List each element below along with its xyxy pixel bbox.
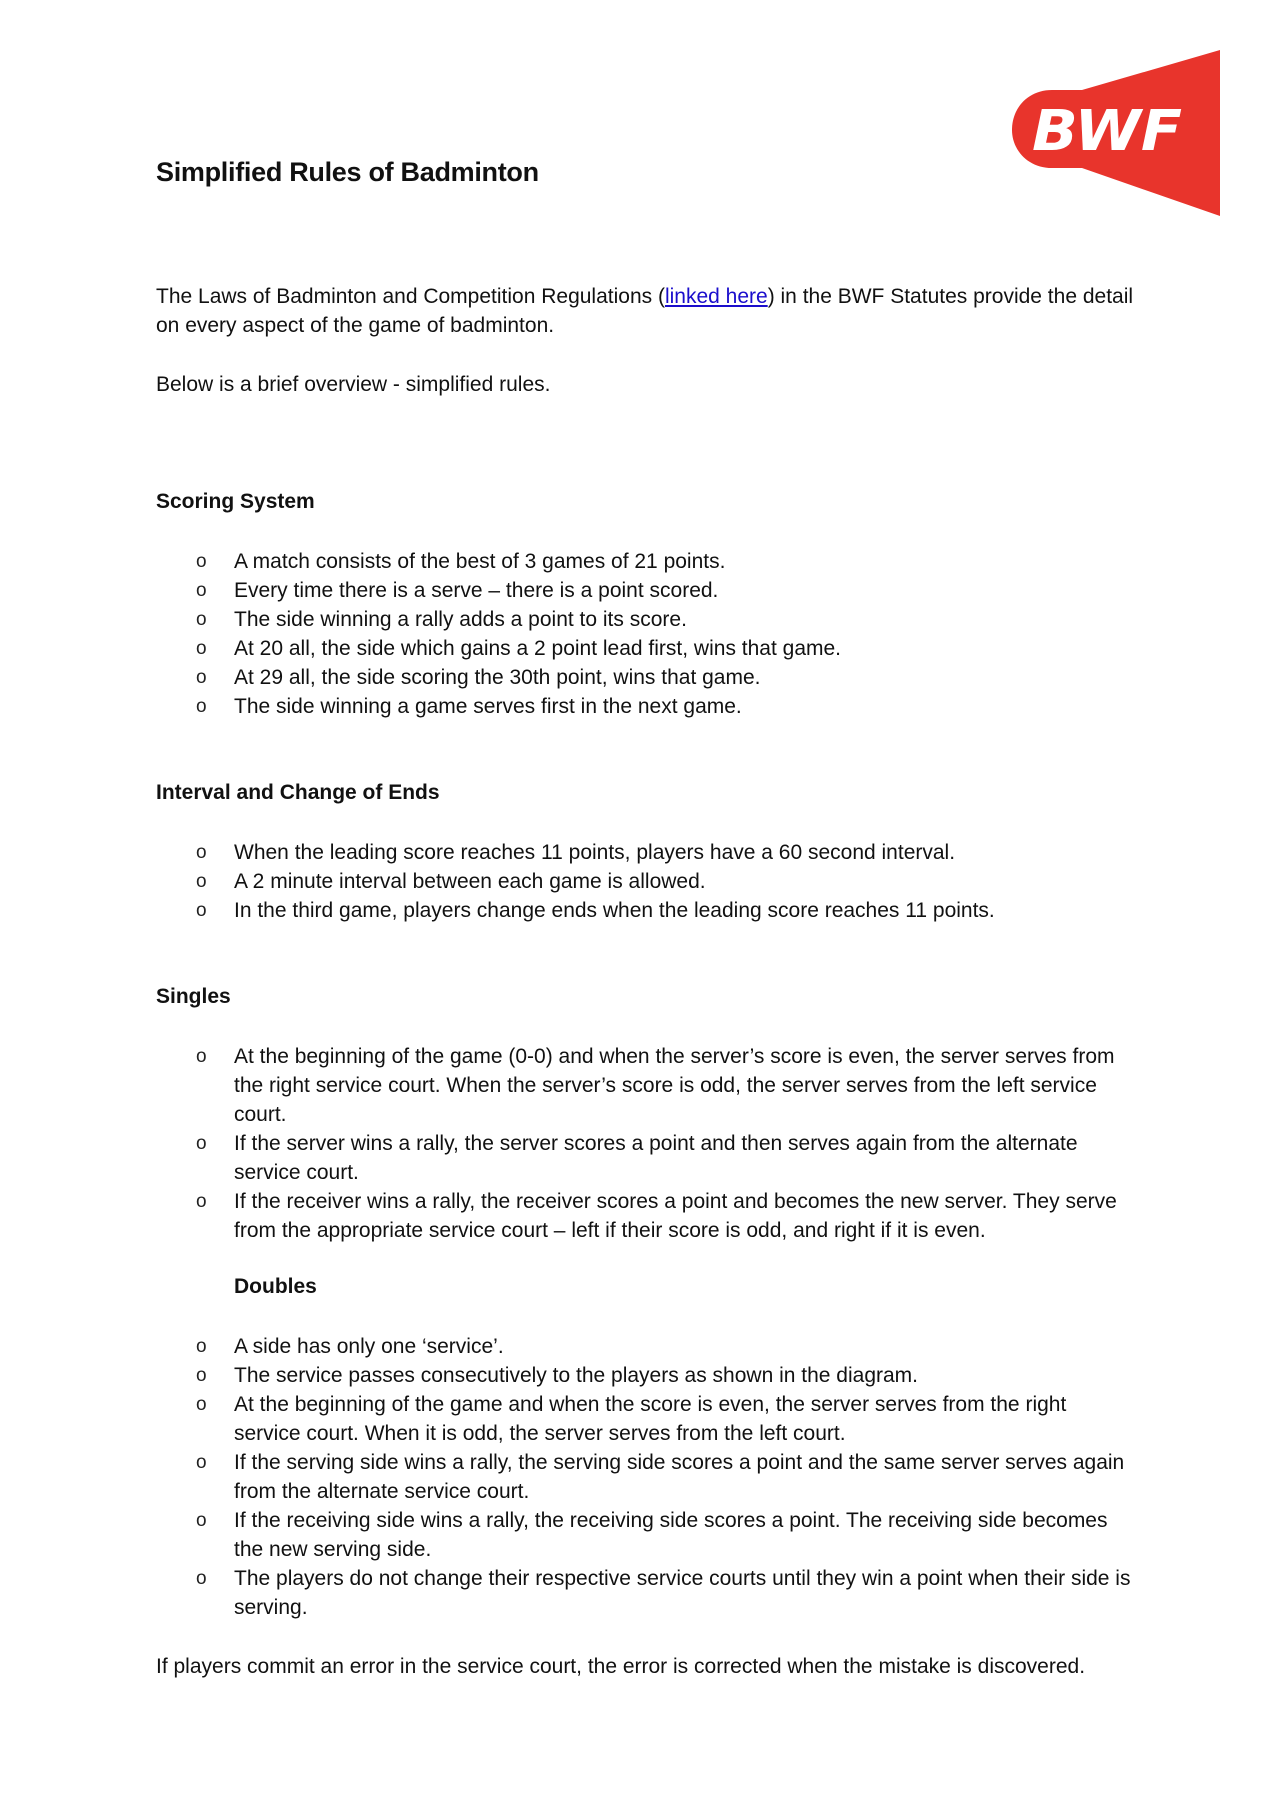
list-item xyxy=(196,576,1136,605)
bullet-icon: o xyxy=(196,1452,207,1473)
list-item-text: A 2 minute interval between each game is allowed. xyxy=(234,870,706,893)
list-item xyxy=(196,1448,1136,1506)
list-item xyxy=(196,867,1136,896)
interval-heading: Interval and Change of Ends xyxy=(156,781,440,804)
list-item-text: When the leading score reaches 11 points, players have a 60 second interval. xyxy=(234,841,956,864)
bullet-icon: o xyxy=(196,1568,207,1589)
intro-text-start: The Laws of Badminton and Competition Regulations ( xyxy=(156,285,665,308)
list-item-text: A match consists of the best of 3 games of 21 points. xyxy=(234,550,726,573)
interval-list xyxy=(196,838,1136,925)
bullet-icon: o xyxy=(196,667,207,688)
list-item xyxy=(196,1390,1136,1448)
doubles-list xyxy=(196,1332,1136,1622)
intro-paragraph xyxy=(156,282,1136,340)
bullet-icon: o xyxy=(196,551,207,572)
list-item xyxy=(196,838,1136,867)
scoring-list xyxy=(196,547,1136,721)
list-item xyxy=(196,634,1136,663)
bullet-icon: o xyxy=(196,871,207,892)
list-item-text: The players do not change their respective service courts until they win a point when their side is serving. xyxy=(234,1567,1131,1619)
list-item xyxy=(196,1361,1136,1390)
list-item xyxy=(196,663,1136,692)
bullet-icon: o xyxy=(196,1365,207,1386)
list-item-text: At 20 all, the side which gains a 2 point lead first, wins that game. xyxy=(234,637,842,660)
bullet-icon: o xyxy=(196,696,207,717)
page-title: Simplified Rules of Badminton xyxy=(156,157,539,187)
bullet-icon: o xyxy=(196,842,207,863)
list-item xyxy=(196,896,1136,925)
footer-paragraph: If players commit an error in the service court, the error is corrected when the mistake is discovered. xyxy=(156,1655,1086,1678)
list-item-text: At 29 all, the side scoring the 30th point, wins that game. xyxy=(234,666,761,689)
list-item xyxy=(196,692,1136,721)
bwf-logo xyxy=(1012,50,1220,216)
list-item-text: If the serving side wins a rally, the serving side scores a point and the same server serves again from the alternate service court. xyxy=(234,1451,1125,1503)
list-item-text: If the receiver wins a rally, the receiver scores a point and becomes the new server. They serve from the appropriate service court – left if their score is odd, and right if it is even. xyxy=(234,1190,1117,1242)
list-item-text: A side has only one ‘service’. xyxy=(234,1335,504,1358)
list-item xyxy=(196,547,1136,576)
bullet-icon: o xyxy=(196,1510,207,1531)
list-item-text: The side winning a game serves first in the next game. xyxy=(234,695,742,718)
list-item xyxy=(196,1187,1136,1245)
overview-paragraph: Below is a brief overview - simplified rules. xyxy=(156,373,551,396)
bullet-icon: o xyxy=(196,609,207,630)
list-item-text: At the beginning of the game (0-0) and when the server’s score is even, the server serves from the right service court. When the server’s score is odd, the server serves from the left service court. xyxy=(234,1045,1115,1126)
list-item-text: In the third game, players change ends when the leading score reaches 11 points. xyxy=(234,899,995,922)
scoring-heading: Scoring System xyxy=(156,490,315,513)
list-item xyxy=(196,1564,1136,1622)
bullet-icon: o xyxy=(196,1046,207,1067)
list-item-text: At the beginning of the game and when the score is even, the server serves from the right service court. When it is odd, the server serves from the left court. xyxy=(234,1393,1067,1445)
doubles-heading: Doubles xyxy=(234,1275,317,1298)
singles-list xyxy=(196,1042,1136,1245)
list-item xyxy=(196,605,1136,634)
singles-heading: Singles xyxy=(156,985,231,1008)
list-item-text: If the receiving side wins a rally, the receiving side scores a point. The receiving side becomes the new serving side. xyxy=(234,1509,1108,1561)
list-item-text: Every time there is a serve – there is a point scored. xyxy=(234,579,719,602)
statutes-link[interactable]: linked here xyxy=(664,285,768,308)
bullet-icon: o xyxy=(196,1336,207,1357)
list-item-text: The service passes consecutively to the players as shown in the diagram. xyxy=(234,1364,919,1387)
bullet-icon: o xyxy=(196,900,207,921)
list-item xyxy=(196,1332,1136,1361)
bullet-icon: o xyxy=(196,580,207,601)
list-item xyxy=(196,1129,1136,1187)
bullet-icon: o xyxy=(196,1394,207,1415)
list-item-text: The side winning a rally adds a point to its score. xyxy=(234,608,687,631)
list-item-text: If the server wins a rally, the server scores a point and then serves again from the alternate service court. xyxy=(234,1132,1078,1184)
bullet-icon: o xyxy=(196,1133,207,1154)
bullet-icon: o xyxy=(196,1191,207,1212)
list-item xyxy=(196,1042,1136,1129)
bwf-logo-text: BWF xyxy=(1032,99,1182,164)
bullet-icon: o xyxy=(196,638,207,659)
intro-text-end: ) in the BWF Statutes provide the detail on every aspect of the game of badminton. xyxy=(156,285,1134,337)
list-item xyxy=(196,1506,1136,1564)
